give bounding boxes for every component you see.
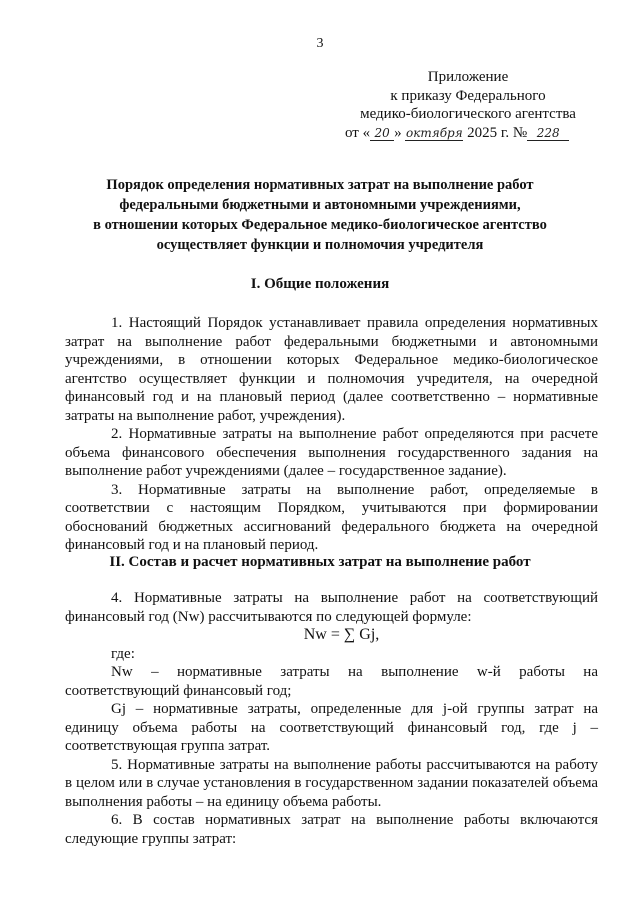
section-2-heading-text: II. Состав и расчет нормативных затрат на выполнение работ: [109, 554, 531, 570]
appendix-label: Приложение: [427, 69, 509, 85]
paragraph-5: 5. Нормативные затраты на выполнение работы рассчитываются на работу в целом или в случае установления в государственном задании показателей объема выполнения работы – на единицу объема работы.: [65, 756, 598, 810]
date-year-number: 2025 г. №: [467, 124, 528, 141]
paragraph-6: 6. В состав нормативных затрат на выполнение работы включаются следующие группы затрат:: [65, 812, 598, 847]
formula: Nw = ∑ Gj,: [303, 626, 380, 643]
appendix-block: [343, 68, 593, 142]
nw-definition: Nw – нормативные затраты на выполнение w-й работы на соответствующий финансовый год;: [65, 664, 598, 699]
paragraph-3: 3. Нормативные затраты на выполнение работ, определяемые в соответствии с настоящим Порядком, учитываются при формировании обоснований бюджетных ассигнований федерального бюджета на очередной финансовый год и на плановый период.: [65, 481, 598, 553]
date-mid: »: [394, 124, 402, 141]
handwritten-day: 20: [370, 126, 394, 141]
title-line-2: федеральными бюджетными и автономными учреждениями,: [119, 197, 521, 213]
appendix-agency: медико-биологического агентства: [360, 106, 576, 122]
appendix-order-ref: к приказу Федерального: [390, 87, 546, 104]
page-number: 3: [316, 36, 324, 51]
gj-definition: Gj – нормативные затраты, определенные для j-ой группы затрат на единицу объема работы на соответствующий финансовый год, где j – соответствующая группа затрат.: [65, 701, 598, 754]
paragraph-1: 1. Настоящий Порядок устанавливает правила определения нормативных затрат на выполнение работ федеральными бюджетными и автономными учреждениями, в отношении которых Федеральное медико-биологическое агентство осуществляет функции и полномочия учредителя, на очередной финансовый год и на плановый период (далее соответственно – нормативные затраты на выполнение работ, учреждения).: [65, 315, 598, 424]
title-line-3: в отношении которых Федеральное медико-биологическое агентство: [93, 217, 547, 233]
title-line-4: осуществляет функции и полномочия учредителя: [156, 237, 484, 253]
date-prefix: от «: [345, 124, 371, 141]
paragraph-4: 4. Нормативные затраты на выполнение работ на соответствующий финансовый год (Nw) рассчитываются по следующей формуле:: [65, 590, 598, 625]
section-1-heading: [66, 276, 574, 293]
paragraph-2: 2. Нормативные затраты на выполнение работ определяются при расчете объема финансового обеспечения выполнения государственного задания на выполнение работ учреждениями (далее – государственное задание).: [65, 426, 598, 479]
handwritten-number: 228: [527, 126, 569, 141]
document-title: [66, 175, 574, 255]
handwritten-month: октября: [406, 125, 463, 140]
section-1-body: [65, 314, 598, 555]
appendix-date-line: [343, 124, 593, 143]
section-1-heading-text: I. Общие положения: [250, 276, 390, 292]
section-2-heading: [66, 554, 574, 571]
where-label: где:: [111, 645, 135, 662]
title-line-1: Порядок определения нормативных затрат на выполнение работ: [106, 177, 534, 193]
section-2-body: [65, 589, 598, 848]
